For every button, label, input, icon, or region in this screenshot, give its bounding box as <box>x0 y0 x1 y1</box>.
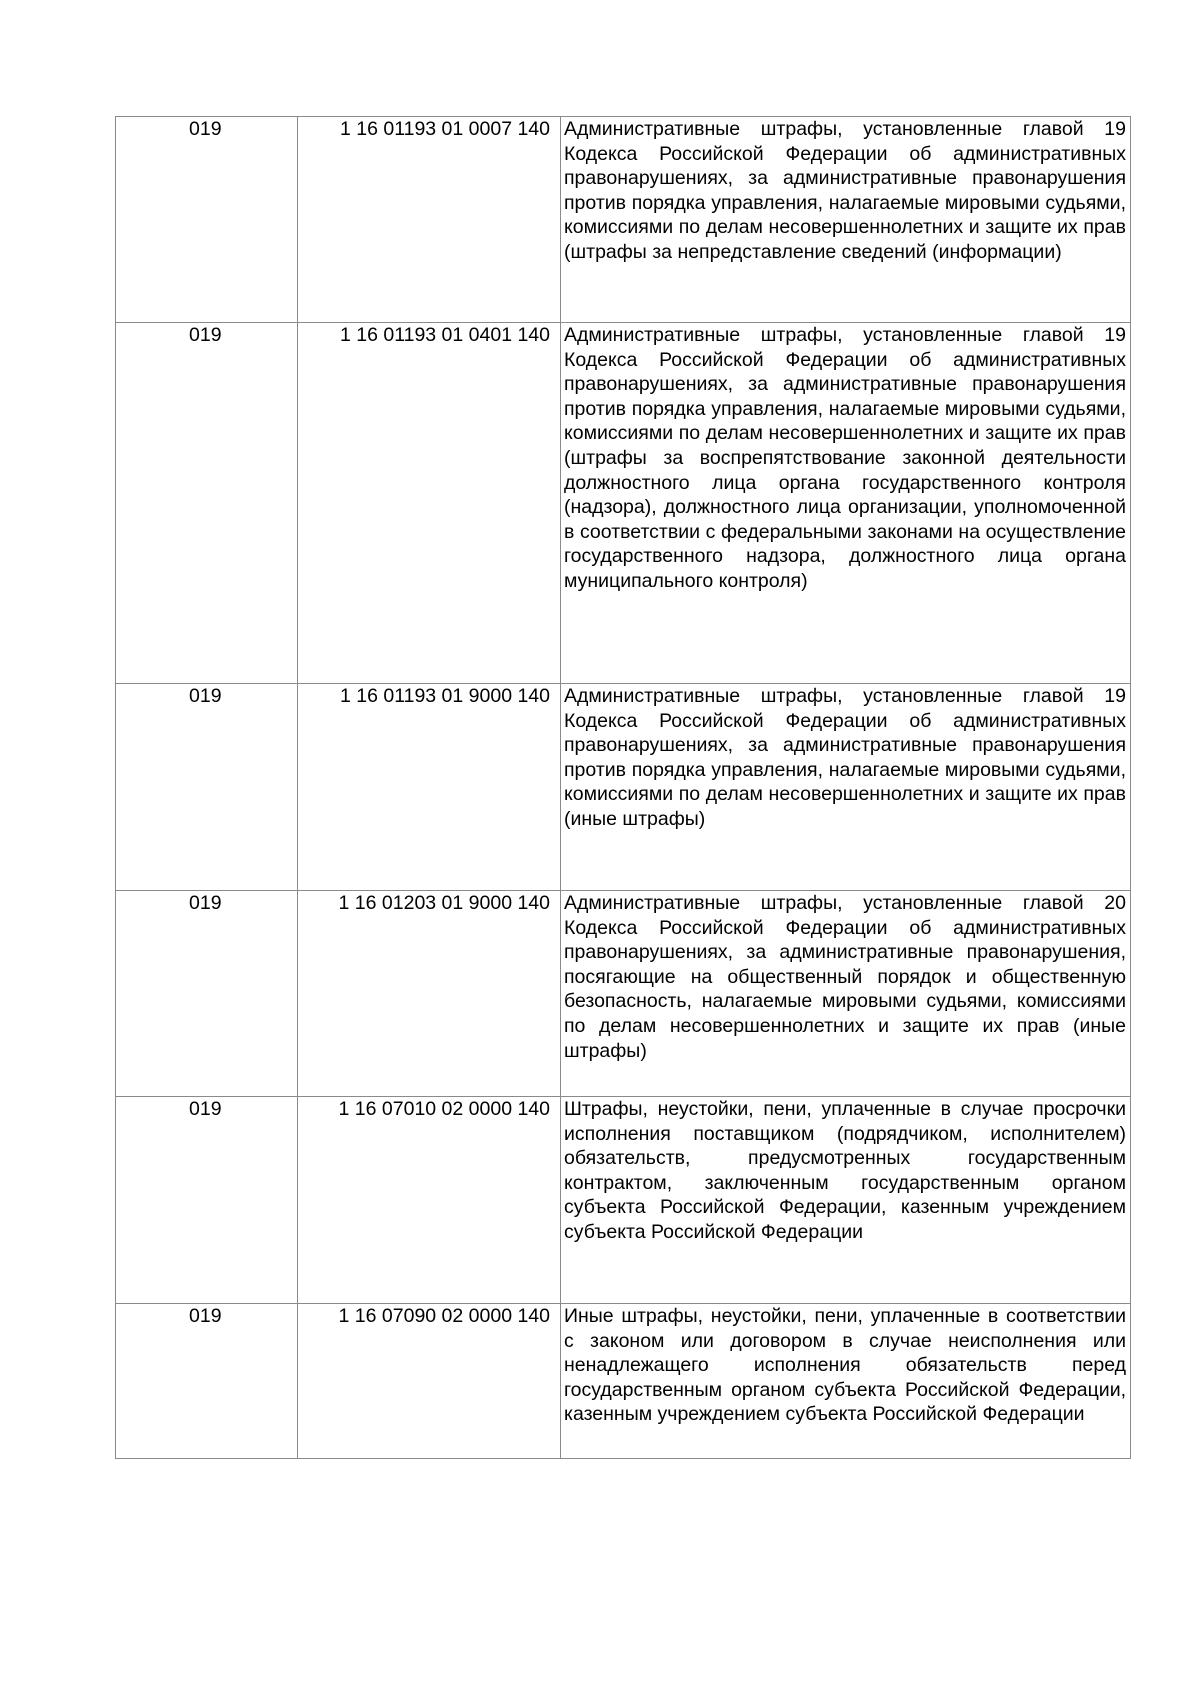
table-row <box>116 891 1131 1097</box>
description-text: Административные штрафы, установленные главой 19 Кодекса Российской Федерации об административных правонарушениях, за административные правонарушения против порядка управления, налагаемые мировыми судьями, комиссиями по делам несовершеннолетних и защите их прав (иные штрафы) <box>564 685 1126 830</box>
description-text: Административные штрафы, установленные главой 19 Кодекса Российской Федерации об административных правонарушениях, за административные правонарушения против порядка управления, налагаемые мировыми судьями, комиссиями по делам несовершеннолетних и защите их прав (штрафы за воспрепятствование законной деятельности должностного лица органа государственного контроля (надзора), должностного лица организации, уполномоченной в соответствии с федеральными законами на осуществление государственного надзора, должностного лица органа муниципального контроля) <box>564 324 1126 592</box>
admin-code-cell: 019 <box>116 1304 298 1459</box>
table-row <box>116 684 1131 891</box>
budget-code-cell: 1 16 01193 01 0401 140 <box>298 323 561 684</box>
admin-code-cell: 019 <box>116 891 298 1097</box>
budget-code-cell: 1 16 01193 01 0007 140 <box>298 117 561 323</box>
admin-code-cell: 019 <box>116 323 298 684</box>
description-text: Штрафы, неустойки, пени, уплаченные в случае просрочки исполнения поставщиком (подрядчиком, исполнителем) обязательств, предусмотренных государственным контрактом, заключенным государственным органом субъекта Российской Федерации, казенным учреждением субъекта Российской Федерации <box>564 1098 1126 1243</box>
budget-code-cell: 1 16 07090 02 0000 140 <box>298 1304 561 1459</box>
admin-code-cell: 019 <box>116 684 298 891</box>
description-cell <box>561 1097 1131 1304</box>
budget-code-cell: 1 16 01193 01 9000 140 <box>298 684 561 891</box>
budget-code-table <box>115 116 1131 1459</box>
budget-code-cell: 1 16 07010 02 0000 140 <box>298 1097 561 1304</box>
table-row <box>116 323 1131 684</box>
description-cell <box>561 1304 1131 1459</box>
table-row <box>116 117 1131 323</box>
description-text: Административные штрафы, установленные главой 20 Кодекса Российской Федерации об административных правонарушениях, за административные правонарушения, посягающие на общественный порядок и общественную безопасность, налагаемые мировыми судьями, комиссиями по делам несовершеннолетних и защите их прав (иные штрафы) <box>564 892 1126 1062</box>
description-cell <box>561 117 1131 323</box>
description-cell <box>561 891 1131 1097</box>
admin-code-cell: 019 <box>116 117 298 323</box>
admin-code-cell: 019 <box>116 1097 298 1304</box>
description-text: Административные штрафы, установленные главой 19 Кодекса Российской Федерации об административных правонарушениях, за административные правонарушения против порядка управления, налагаемые мировыми судьями, комиссиями по делам несовершеннолетних и защите их прав (штрафы за непредставление сведений (информации) <box>564 118 1126 263</box>
table-row <box>116 1097 1131 1304</box>
budget-code-cell: 1 16 01203 01 9000 140 <box>298 891 561 1097</box>
description-text: Иные штрафы, неустойки, пени, уплаченные в соответствии с законом или договором в случае неисполнения или ненадлежащего исполнения обязательств перед государственным органом субъекта Российской Федерации, казенным учреждением субъекта Российской Федерации <box>564 1305 1126 1426</box>
description-cell <box>561 684 1131 891</box>
description-cell <box>561 323 1131 684</box>
table-row <box>116 1304 1131 1459</box>
